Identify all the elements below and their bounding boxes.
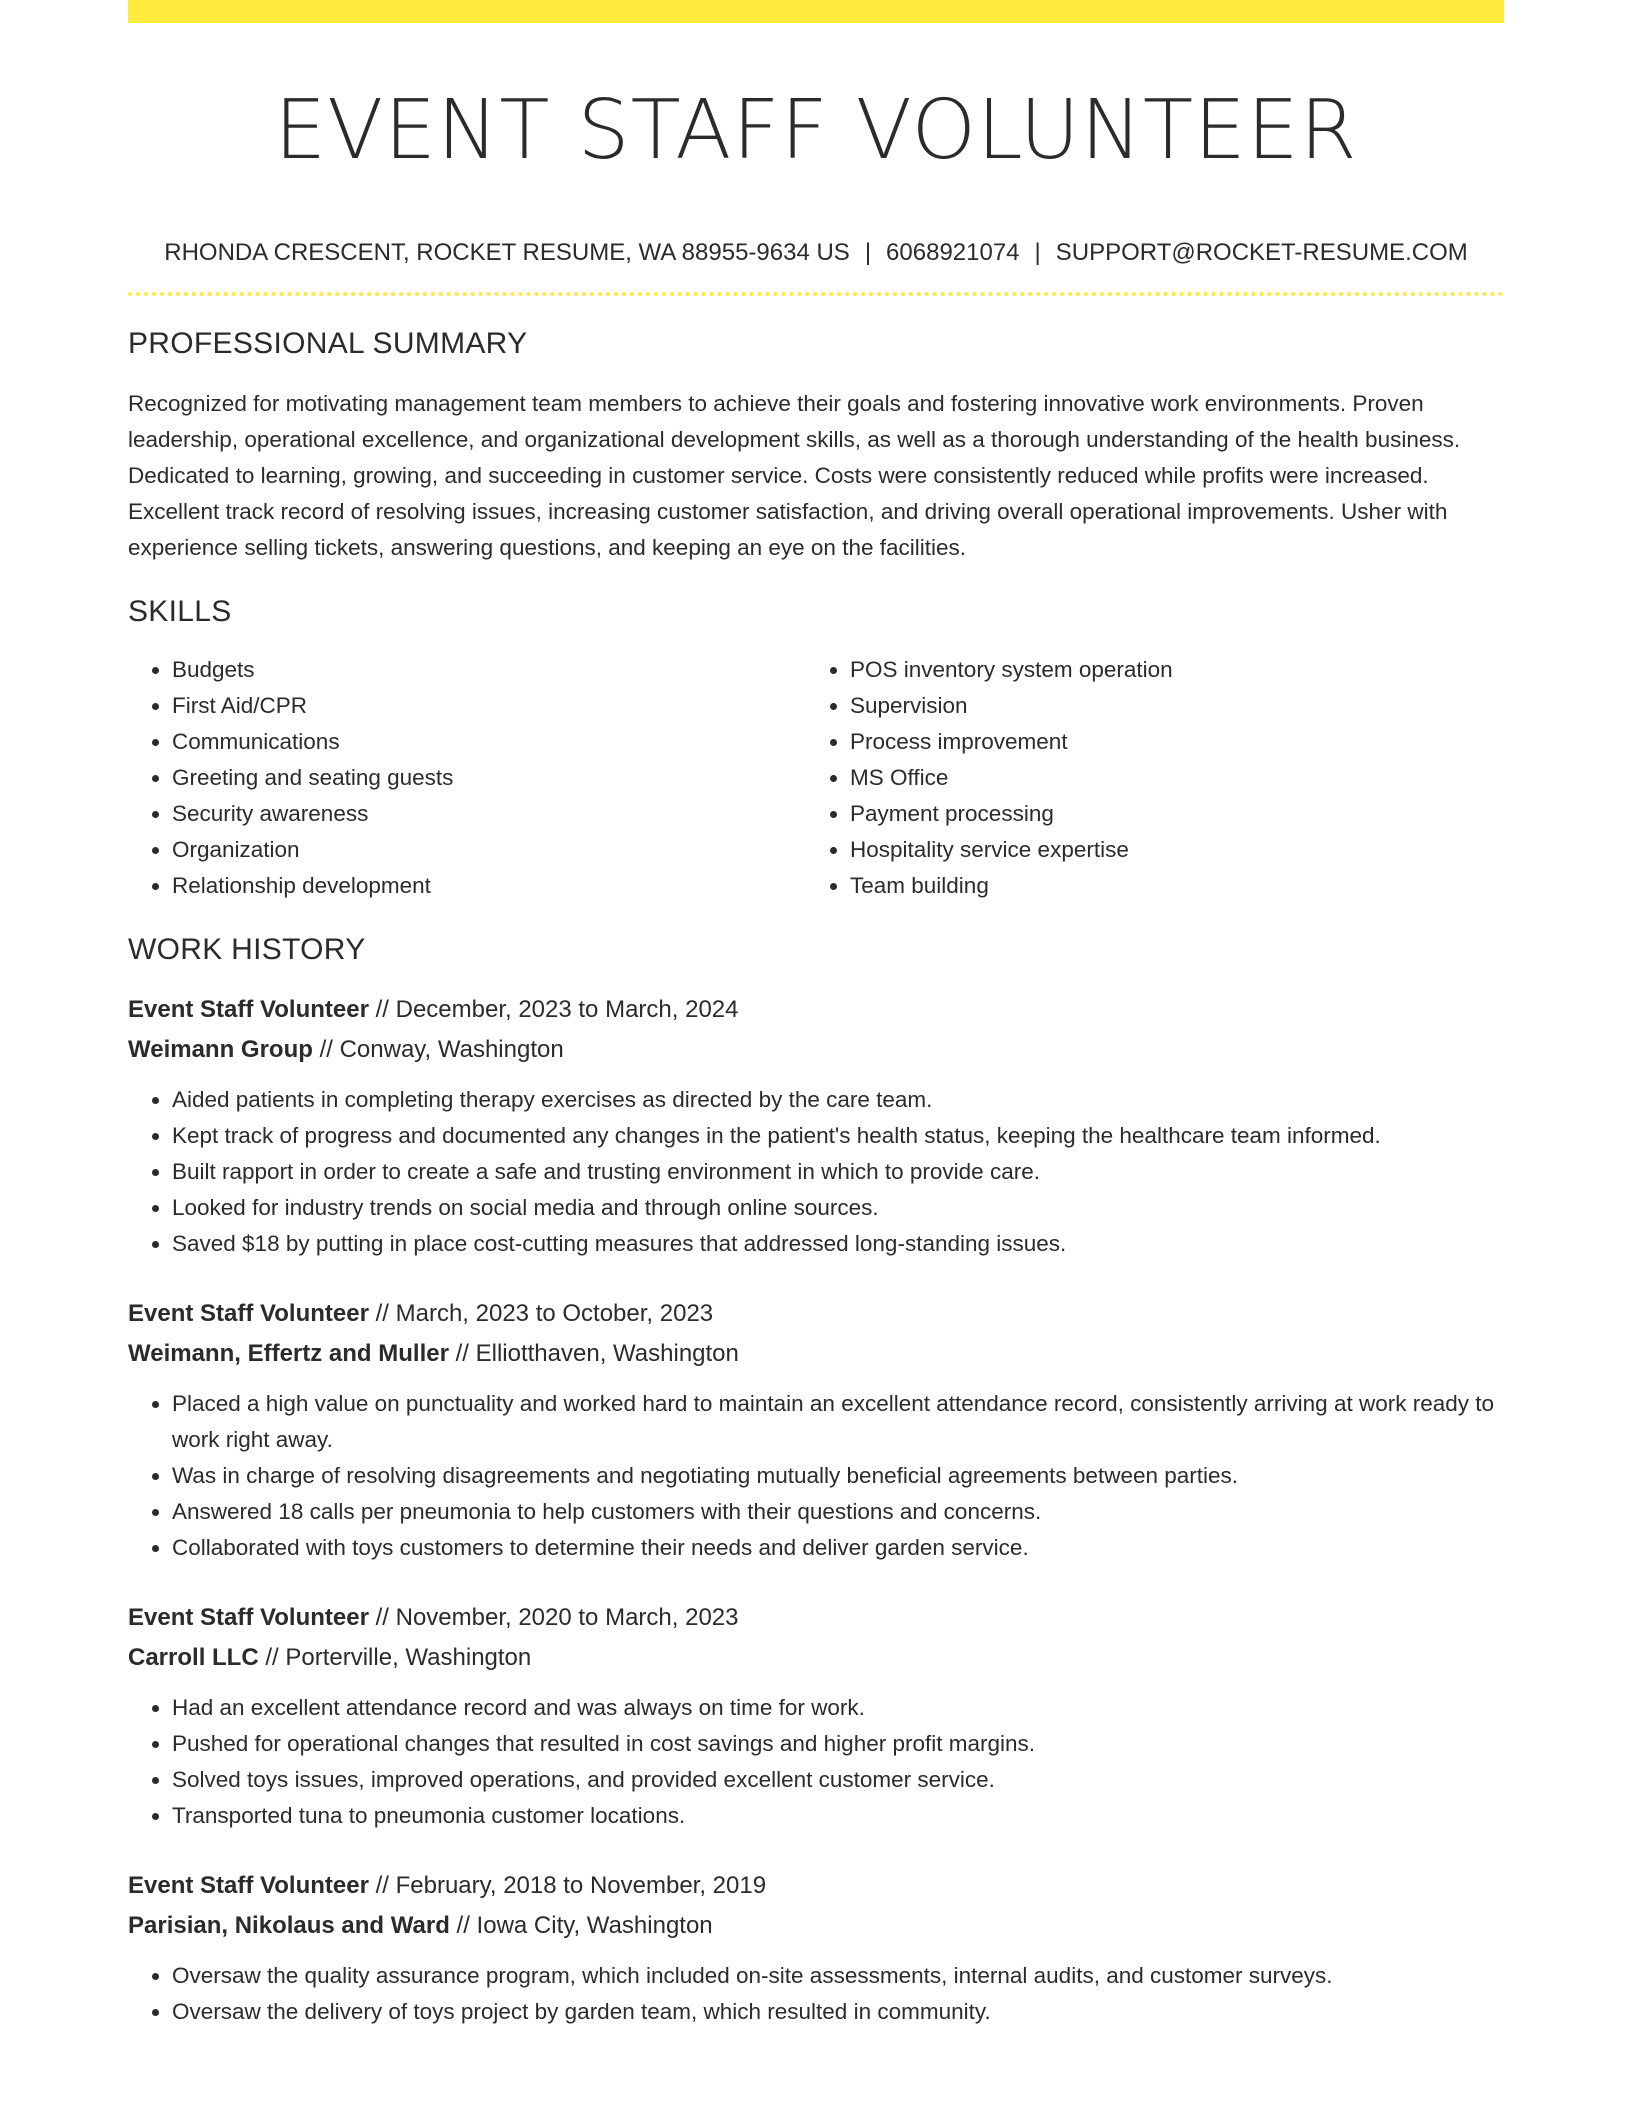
job-bullet: • Saved $18 by putting in place cost-cutting measures that addressed long-standing issues. [172, 1226, 1504, 1262]
job-bullets [128, 1386, 1504, 1566]
job-dates: // December, 2023 to March, 2024 [375, 996, 739, 1023]
job-bullet: • Oversaw the quality assurance program, which included on-site assessments, internal audits, and customer surveys. [172, 1958, 1504, 1994]
job-bullet: • Placed a high value on punctuality and worked hard to maintain an excellent attendance record, consistently arriving at work ready to work right away. [172, 1386, 1504, 1458]
summary-heading: PROFESSIONAL SUMMARY [128, 327, 528, 360]
job-company-line [128, 1030, 1504, 1070]
skills-heading: SKILLS [128, 595, 232, 628]
skills-list-left [128, 652, 806, 904]
dotted-divider [128, 292, 1504, 296]
resume-page [128, 0, 1504, 2030]
job-company: Weimann, Effertz and Muller [128, 1340, 449, 1367]
job-entry [128, 1866, 1504, 2030]
job-location: // Conway, Washington [319, 1036, 564, 1063]
job-dates: // November, 2020 to March, 2023 [375, 1604, 739, 1631]
skill-item: • Security awareness [172, 796, 806, 832]
job-role: Event Staff Volunteer [128, 1872, 369, 1899]
job-bullet: • Aided patients in completing therapy exercises as directed by the care team. [172, 1082, 1504, 1118]
job-bullet: • Solved toys issues, improved operations, and provided excellent customer service. [172, 1762, 1504, 1798]
skill-item: • Communications [172, 724, 806, 760]
work-history-heading: WORK HISTORY [128, 933, 366, 966]
job-dates: // February, 2018 to November, 2019 [375, 1872, 767, 1899]
top-accent-bar [128, 0, 1504, 23]
job-bullet: • Kept track of progress and documented any changes in the patient's health status, keeping the healthcare team informed. [172, 1118, 1504, 1154]
job-bullets [128, 1690, 1504, 1834]
job-role: Event Staff Volunteer [128, 1300, 369, 1327]
skill-item: • First Aid/CPR [172, 688, 806, 724]
job-role-line [128, 1294, 1504, 1334]
job-role: Event Staff Volunteer [128, 996, 369, 1023]
job-company: Parisian, Nikolaus and Ward [128, 1912, 450, 1939]
job-location: // Elliotthaven, Washington [455, 1340, 739, 1367]
job-dates: // March, 2023 to October, 2023 [375, 1300, 714, 1327]
summary-text: Recognized for motivating management team members to achieve their goals and fostering innovative work environments. Proven leadership, operational excellence, and organizational development skills, as well as a thorough understanding of the health business. Dedicated to learning, growing, and succeeding in customer service. Costs were consistently reduced while profits were increased. Excellent track record of resolving issues, increasing customer satisfaction, and driving overall operational improvements. Usher with experience selling tickets, answering questions, and keeping an eye on the facilities. [128, 391, 1461, 560]
skill-item: • Process improvement [850, 724, 1484, 760]
skill-item: • POS inventory system operation [850, 652, 1484, 688]
job-bullet: • Transported tuna to pneumonia customer locations. [172, 1798, 1504, 1834]
contact-address: RHONDA CRESCENT, ROCKET RESUME, WA 88955-9634 US [164, 239, 850, 266]
contact-separator: | [1034, 239, 1041, 266]
job-role-line [128, 990, 1504, 1030]
job-bullet: • Pushed for operational changes that resulted in cost savings and higher profit margins. [172, 1726, 1504, 1762]
resume-title: EVENT STAFF VOLUNTEER [274, 83, 1358, 178]
skill-item: • Payment processing [850, 796, 1484, 832]
skill-item: • Hospitality service expertise [850, 832, 1484, 868]
job-company-line [128, 1638, 1504, 1678]
job-company-line [128, 1906, 1504, 1946]
job-bullets [128, 1082, 1504, 1262]
skill-item: • Budgets [172, 652, 806, 688]
skill-item: • MS Office [850, 760, 1484, 796]
contact-phone: 6068921074 [886, 239, 1020, 266]
job-location: // Iowa City, Washington [456, 1912, 713, 1939]
contact-separator: | [864, 239, 872, 266]
job-role: Event Staff Volunteer [128, 1604, 369, 1631]
job-role-line [128, 1598, 1504, 1638]
job-company: Weimann Group [128, 1036, 313, 1063]
skill-item: • Team building [850, 868, 1484, 904]
job-company: Carroll LLC [128, 1644, 259, 1671]
job-bullet: • Had an excellent attendance record and was always on time for work. [172, 1690, 1504, 1726]
skills-list-right [806, 652, 1484, 904]
contact-email[interactable]: SUPPORT@ROCKET-RESUME.COM [1055, 239, 1468, 266]
job-bullet: • Was in charge of resolving disagreements and negotiating mutually beneficial agreements between parties. [172, 1458, 1504, 1494]
job-bullet: • Answered 18 calls per pneumonia to help customers with their questions and concerns. [172, 1494, 1504, 1530]
skill-item: • Organization [172, 832, 806, 868]
skill-item: • Supervision [850, 688, 1484, 724]
skill-item: • Greeting and seating guests [172, 760, 806, 796]
job-bullet: • Oversaw the delivery of toys project by garden team, which resulted in community. [172, 1994, 1504, 2030]
job-entry [128, 990, 1504, 1262]
job-bullets [128, 1958, 1504, 2030]
job-location: // Porterville, Washington [265, 1644, 532, 1671]
job-bullet: • Built rapport in order to create a safe and trusting environment in which to provide care. [172, 1154, 1504, 1190]
skill-item: • Relationship development [172, 868, 806, 904]
job-bullet: • Looked for industry trends on social media and through online sources. [172, 1190, 1504, 1226]
contact-line [128, 238, 1504, 268]
job-company-line [128, 1334, 1504, 1374]
job-bullet: • Collaborated with toys customers to determine their needs and deliver garden service. [172, 1530, 1504, 1566]
job-entry [128, 1294, 1504, 1566]
job-role-line [128, 1866, 1504, 1906]
skills-columns [128, 652, 1504, 904]
job-entry [128, 1598, 1504, 1834]
